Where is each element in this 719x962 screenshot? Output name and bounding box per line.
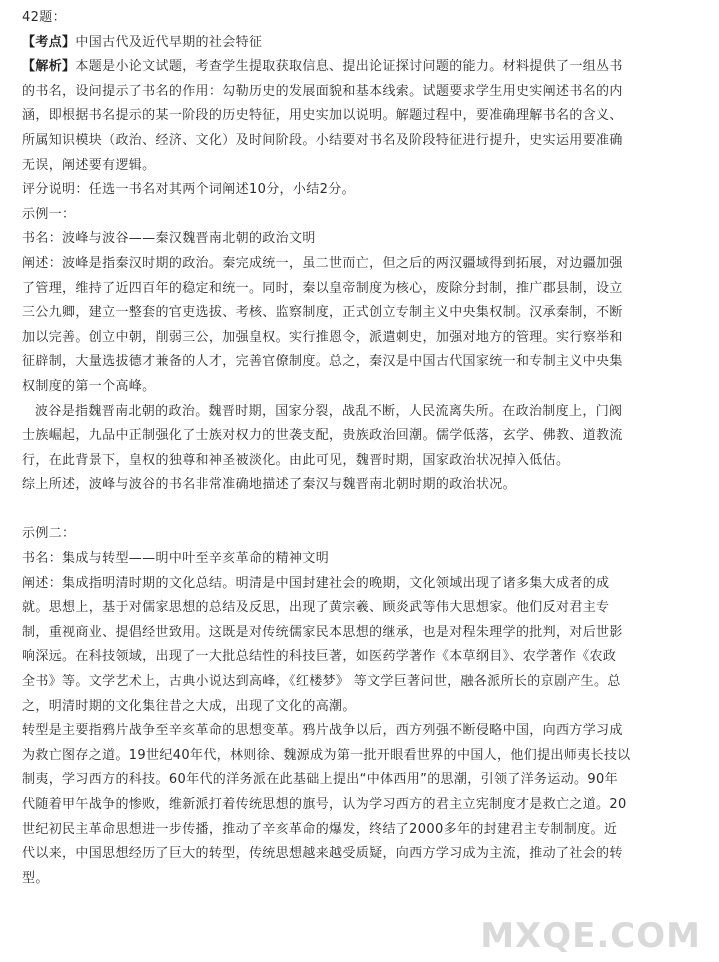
example2-line-2: 就。思想上，基于对儒家思想的总结及反思，出现了黄宗羲、顾炎武等伟大思想家。他们反对君主专 xyxy=(22,600,610,616)
example2-b-line-7: 型。 xyxy=(22,870,49,886)
example2-b-line-6: 代以来，中国思想经历了巨大的转型，传统思想越来越受质疑，向西方学习成为主流，推动了社会的转 xyxy=(22,846,623,862)
example2-b-line-1: 转型是主要指鸦片战争至辛亥革命的思想变革。鸦片战争以后，西方列强不断侵略中国，向西方学习成 xyxy=(22,723,623,739)
example1-b-line-1: 波谷是指魏晋南北朝的政治。魏晋时期，国家分裂，战乱不断，人民流离失所。在政治制度上，门阀 xyxy=(35,403,623,419)
example2-line-6: 之，明清时期的文化集往昔之大成，出现了文化的高潮。 xyxy=(22,698,356,714)
example1-heading: 示例一： xyxy=(22,206,76,222)
example1-line-5: 征辟制，大量选拔德才兼备的人才，完善官僚制度。总之，秦汉是中国古代国家统一和专制主义中央集 xyxy=(22,354,623,370)
scoring-note: 评分说明：任选一书名对其两个词阐述10分，小结2分。 xyxy=(22,182,355,198)
example2-line-5: 全书》等。文学艺术上，古典小说达到高峰，《红楼梦》 等文学巨著问世，融各派所长的京剧产生。总 xyxy=(22,674,621,690)
example1-line-2: 了管理，维持了近四百年的稳定和统一。同时，秦以皇帝制度为核心，废除分封制，推广郡县制，设立 xyxy=(22,280,623,296)
example1-line-1: 阐述：波峰是指秦汉时期的政治。秦完成统一，虽二世而亡，但之后的两汉疆域得到拓展，对边疆加强 xyxy=(22,255,623,271)
example1-b-line-2: 士族崛起，九品中正制强化了士族对权力的世袭支配，贵族政治回潮。儒学低落，玄学、佛教、道教流 xyxy=(22,428,623,444)
jiexi-label: 【解析】 xyxy=(22,59,76,75)
example1-title: 书名：波峰与波谷——秦汉魏晋南北朝的政治文明 xyxy=(22,231,316,247)
example1-line-3: 三公九卿，建立一整套的官吏选拔、考核、监察制度，正式创立专制主义中央集权制。汉承秦制，不断 xyxy=(22,305,623,321)
jiexi-line-3: 涵，即根据书名提示的某一阶段的历史特征，用史实加以说明。解题过程中，要准确理解书名的含义、 xyxy=(22,108,623,124)
example2-title: 书名：集成与转型——明中叶至辛亥革命的精神文明 xyxy=(22,551,330,567)
blank-gap xyxy=(22,498,697,523)
jiexi-line-2: 的书名，设问提示了书名的作用：勾勒历史的发展面貌和基本线索。试题要求学生用史实阐述书名的内 xyxy=(22,83,623,99)
example2-b-line-2: 为救亡图存之道。19世纪40年代，林则徐、魏源成为第一批开眼看世界的中国人，他们提出师夷长技以 xyxy=(22,747,631,763)
jiexi-text-1: 本题是小论文试题，考查学生提取获取信息、提出论证探讨问题的能力。材料提供了一组丛书 xyxy=(75,59,623,75)
example2-b-line-4: 代随着甲午战争的惨败，维新派打着传统思想的旗号，认为学习西方的君主立宪制度才是救亡之道。20 xyxy=(22,797,627,812)
example1-b-line-3: 行，在此背景下，皇权的独尊和神圣被淡化。由此可见，魏晋时期，国家政治状况掉入低估。 xyxy=(22,452,570,468)
example2-line-1: 阐述：集成指明清时期的文化总结。明清是中国封建社会的晚期，文化领域出现了诸多集大成者的成 xyxy=(22,575,610,591)
example2-line-3: 制，重视商业、提倡经世致用。这既是对传统儒家民本思想的继承，也是对程朱理学的批判，对后世影 xyxy=(22,624,623,640)
jiexi-line-1 xyxy=(22,55,697,80)
question-number: 42题： xyxy=(22,10,66,25)
example2-heading: 示例二： xyxy=(22,526,76,542)
example1-summary: 综上所述，波峰与波谷的书名非常准确地描述了秦汉与魏晋南北朝时期的政治状况。 xyxy=(22,477,516,493)
jiexi-line-4: 所属知识模块（政治、经济、文化）及时间阶段。小结要对书名及阶段特征进行提升，史实运用要准确 xyxy=(22,132,623,148)
jiexi-line-5: 无误，阐述要有逻辑。 xyxy=(22,157,156,173)
example2-line-4: 响深远。在科技领域，出现了一大批总结性的科技巨著，如医药学著作《本草纲目》、农学著作《农政 xyxy=(22,649,617,665)
example1-line-4: 加以完善。创立中朝，削弱三公，加强皇权。实行推恩令，派遣刺史，加强对地方的管理。实行察举和 xyxy=(22,329,623,345)
kaodian-line xyxy=(22,31,697,56)
example2-b-line-3: 制夷，学习西方的科技。60年代的洋务派在此基础上提出“中体西用”的思潮，引领了洋务运动。90年 xyxy=(22,772,619,788)
example1-line-6: 权制度的第一个高峰。 xyxy=(22,378,156,394)
site-watermark: MXQE.COM xyxy=(480,916,701,956)
kaodian-label: 【考点】 xyxy=(22,34,76,50)
example2-b-line-5: 世纪初民主革命思想进一步传播，推动了辛亥革命的爆发，终结了2000多年的封建君主专制制度。近 xyxy=(22,821,618,837)
kaodian-text: 中国古代及近代早期的社会特征 xyxy=(75,34,263,50)
